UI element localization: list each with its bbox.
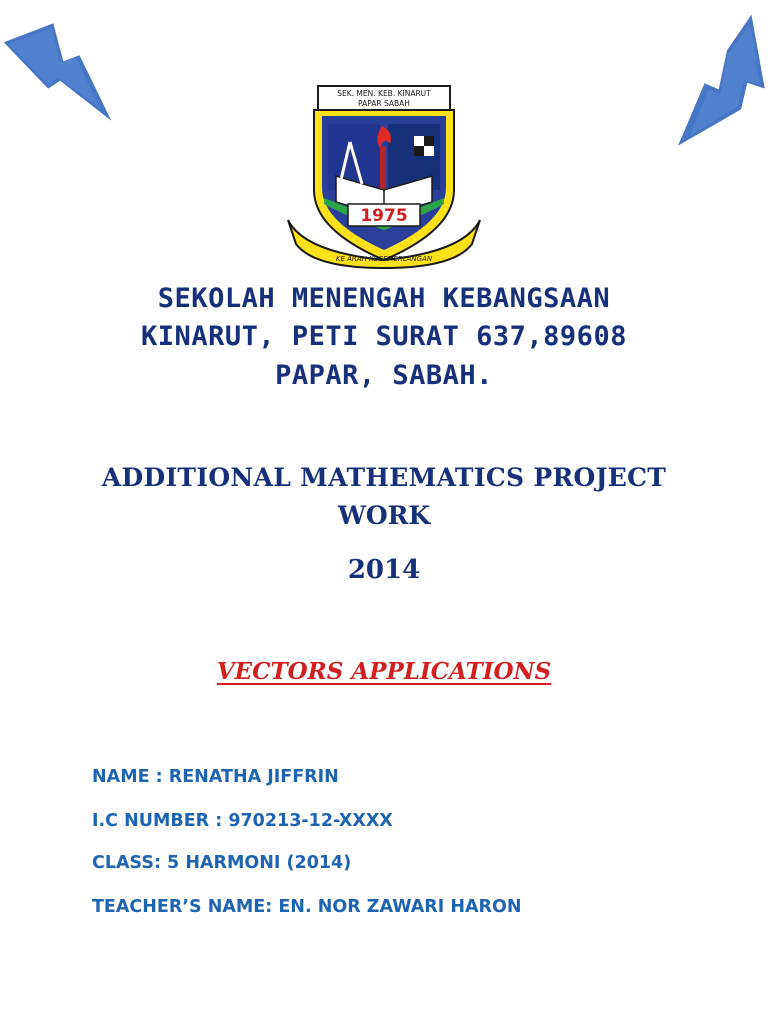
school-address-line: KINARUT, PETI SURAT 637,89608 (141, 321, 627, 352)
project-title-continued: WORK (337, 501, 431, 530)
lightning-bolt-icon (668, 10, 768, 150)
teacher-name: TEACHER’S NAME: EN. NOR ZAWARI HARON (92, 897, 522, 917)
crest-year: 1975 (360, 206, 408, 226)
project-subtitle-text: VECTORS APPLICATIONS (216, 658, 552, 685)
project-title: ADDITIONAL MATHEMATICS PROJECT (101, 463, 667, 492)
crest-ribbon-top: SEK. MEN. KEB. KINARUT (337, 89, 431, 98)
school-crest-logo (284, 80, 484, 270)
school-address-line: PAPAR, SABAH. (275, 360, 493, 391)
school-name-line: SEKOLAH MENENGAH KEBANGSAAN (157, 283, 611, 314)
student-class: CLASS: 5 HARMONI (2014) (92, 853, 352, 873)
crest-ribbon-sub: PAPAR SABAH (358, 99, 410, 108)
project-subtitle (0, 654, 768, 690)
crest-motto: KE ARAH KECEMERLANGAN (335, 255, 433, 263)
student-ic-number: I.C NUMBER : 970213-12-XXXX (92, 811, 393, 831)
lightning-bolt-icon (0, 20, 120, 130)
student-name: NAME : RENATHA JIFFRIN (92, 767, 339, 787)
project-year: 2014 (347, 555, 421, 585)
